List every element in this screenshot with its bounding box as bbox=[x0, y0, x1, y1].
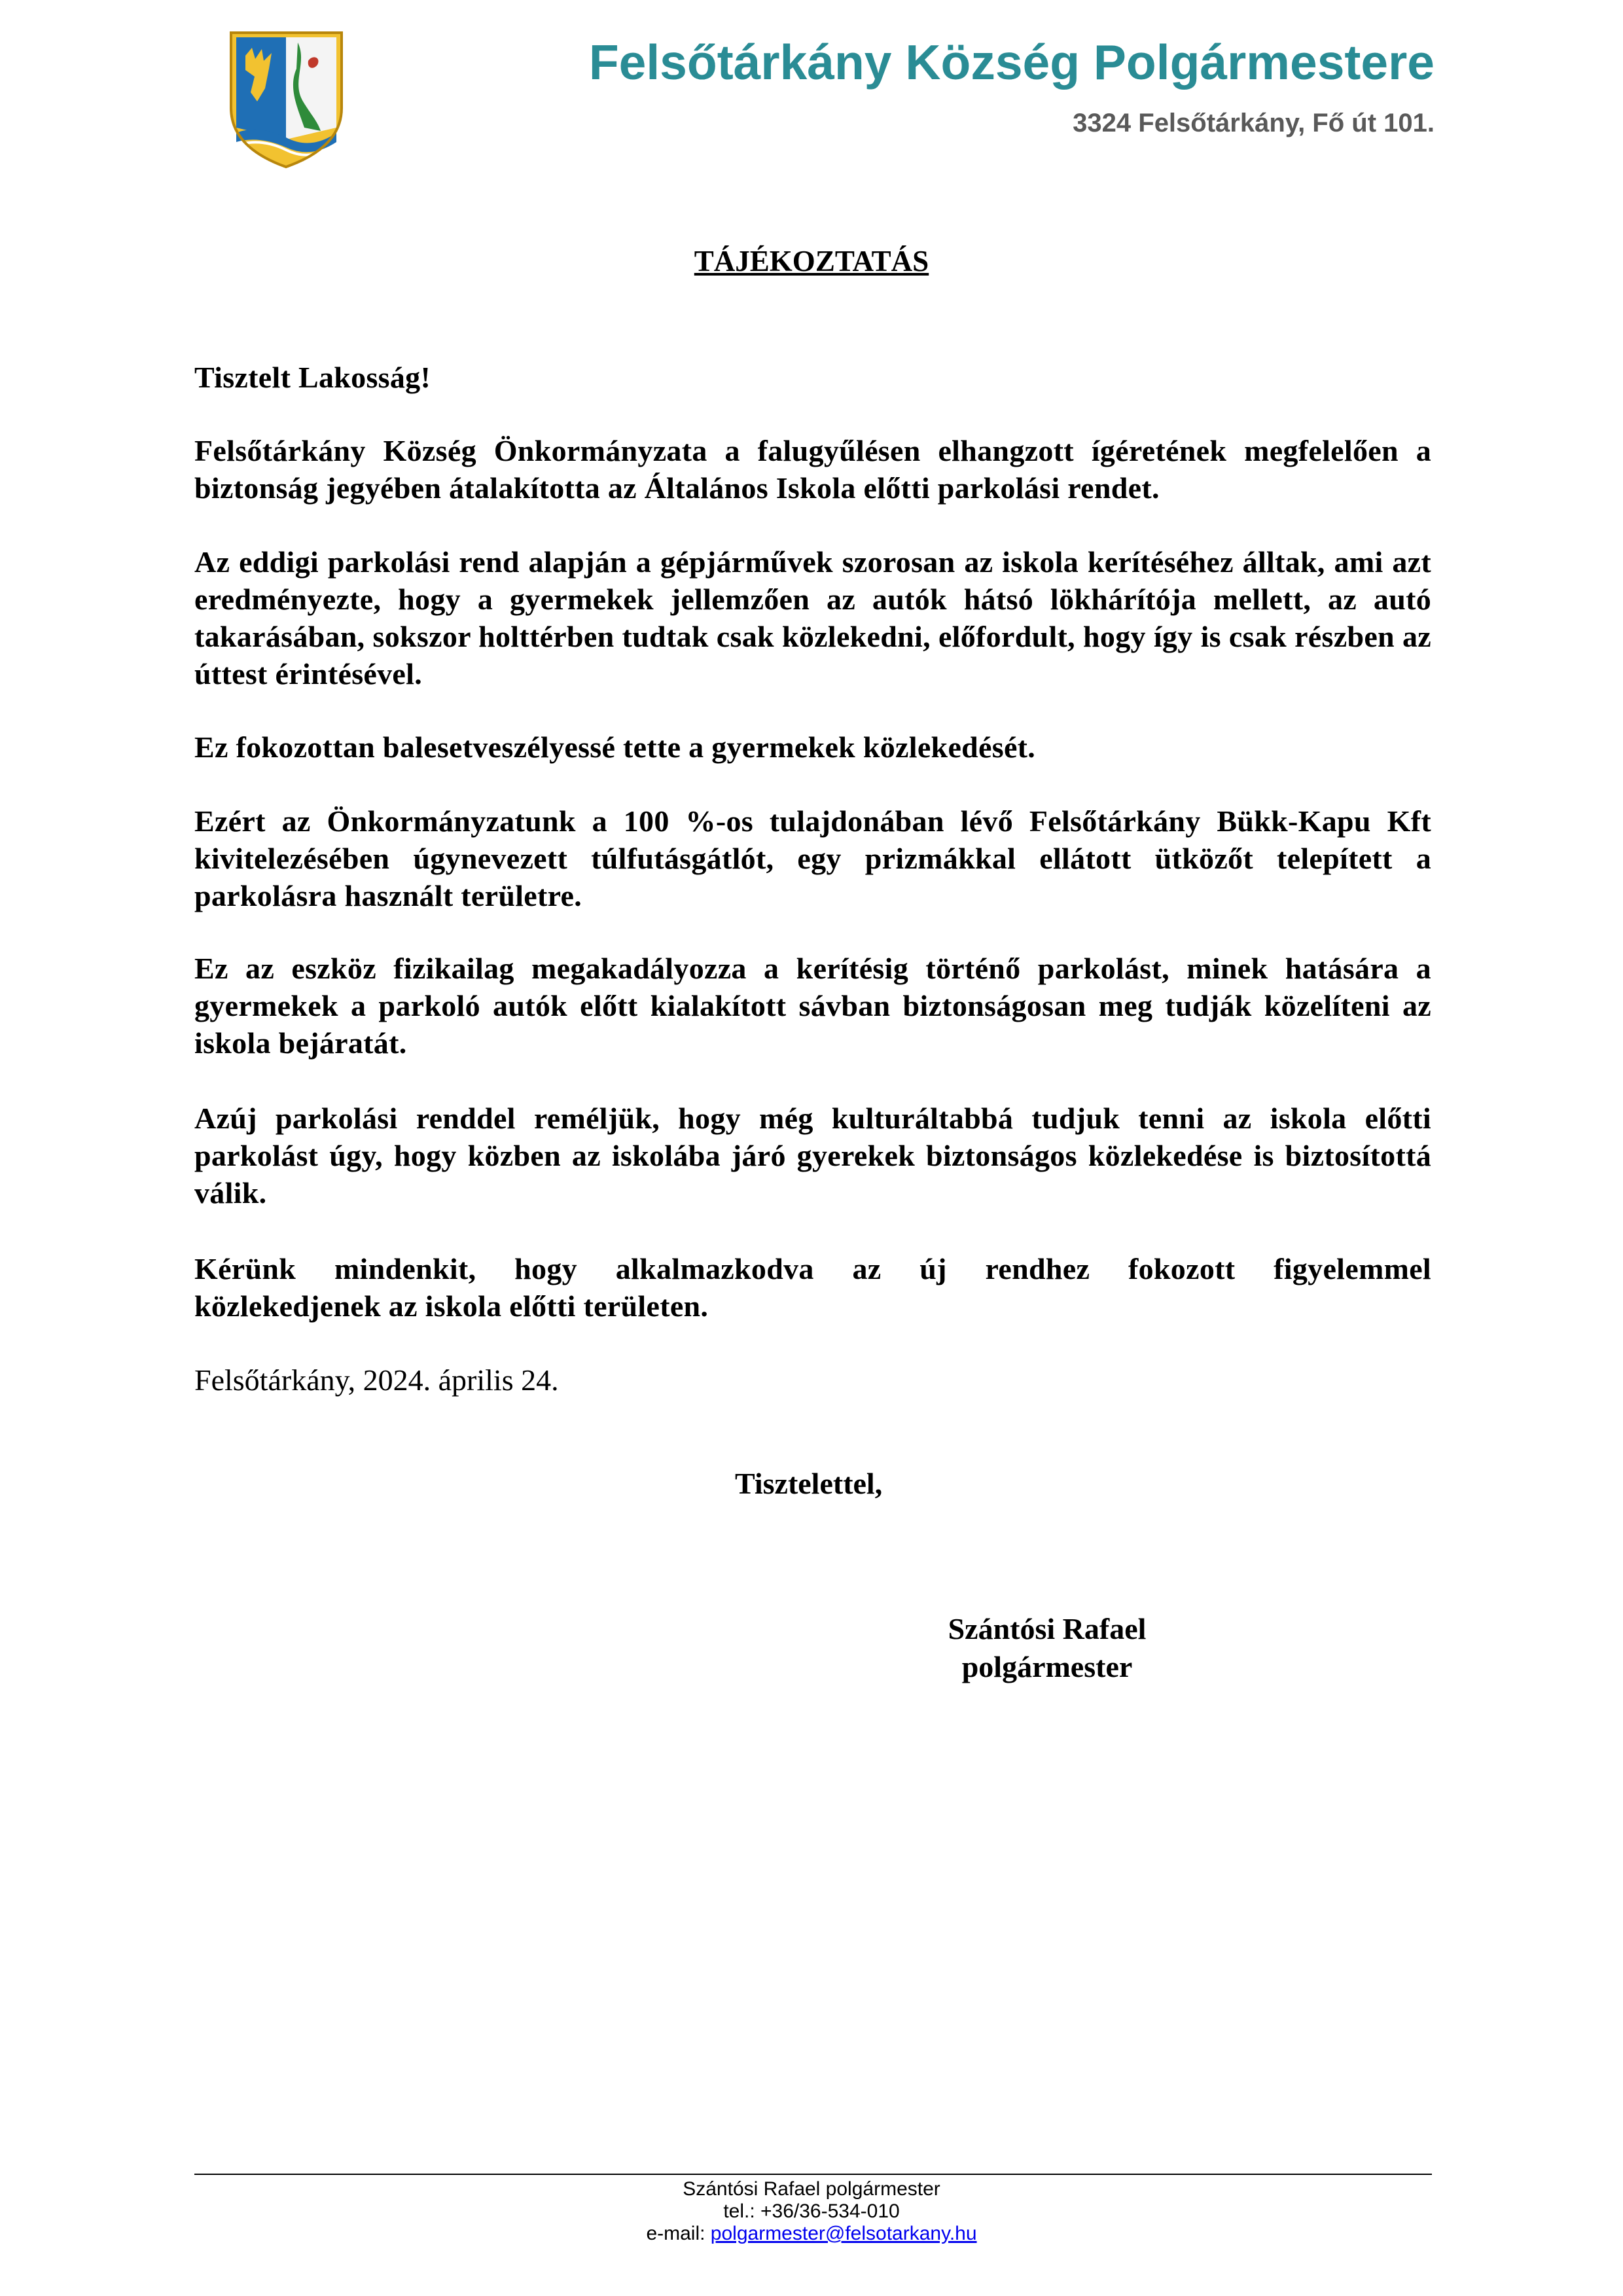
place-and-date: Felsőtárkány, 2024. április 24. bbox=[194, 1363, 559, 1397]
document-title: TÁJÉKOZTATÁS bbox=[694, 245, 929, 278]
footer-email-link[interactable]: polgarmester@felsotarkany.hu bbox=[710, 2223, 977, 2244]
paragraph-6: Azúj parkolási renddel reméljük, hogy még kulturáltabbá tudjuk tenni az iskola előtti parkolást úgy, hogy közben az iskolába járó gyerekek biztonságos közlekedése is biztosítottá válik. bbox=[194, 1102, 1431, 1210]
closing-salutation: Tisztelettel, bbox=[735, 1467, 883, 1500]
paragraph-2: Az eddigi parkolási rend alapján a gépjárművek szorosan az iskola kerítéséhez álltak, ami azt eredményezte, hogy a gyermekek jellemzően az autók hátsó lökhárítója mellett, az autó takarásában, sokszor holttérben tudtak csak közlekedni, előfordult, hogy így is csak részben az úttest érintésével. bbox=[194, 545, 1431, 691]
signer-name: Szántósi Rafael bbox=[948, 1612, 1147, 1645]
footer-divider bbox=[194, 2174, 1432, 2175]
signer-title: polgármester bbox=[961, 1650, 1133, 1683]
organization-address: 3324 Felsőtárkány, Fő út 101. bbox=[1073, 109, 1435, 137]
paragraph-7-line-2: közlekedjenek az iskola előtti területen. bbox=[194, 1289, 709, 1323]
footer-phone: tel.: +36/36-534-010 bbox=[723, 2200, 900, 2222]
coat-of-arms-logo bbox=[226, 29, 347, 170]
paragraph-7-line-1: Kérünk mindenkit, hogy alkalmazkodva az új rendhez fokozott figyelemmel bbox=[194, 1252, 1431, 1285]
greeting: Tisztelt Lakosság! bbox=[194, 361, 431, 394]
footer-email-label: e-mail: bbox=[646, 2223, 711, 2244]
footer-email-line bbox=[0, 2223, 1623, 2245]
organization-name: Felsőtárkány Község Polgármestere bbox=[588, 35, 1435, 90]
paragraph-1: Felsőtárkány Község Önkormányzata a falugyűlésen elhangzott ígéretének megfelelően a biztonság jegyében átalakította az Általános Iskola előtti parkolási rendet. bbox=[194, 434, 1431, 505]
footer-name: Szántósi Rafael polgármester bbox=[683, 2178, 940, 2200]
paragraph-5: Ez az eszköz fizikailag megakadályozza a kerítésig történő parkolást, minek hatására a gyermekek a parkoló autók előtt kialakított sávban biztonságosan meg tudják közelíteni az iskola bejáratát. bbox=[194, 952, 1431, 1060]
paragraph-3: Ez fokozottan balesetveszélyessé tette a gyermekek közlekedését. bbox=[194, 730, 1036, 764]
paragraph-4: Ezért az Önkormányzatunk a 100 %-os tulajdonában lévő Felsőtárkány Bükk-Kapu Kft kivitelezésében úgynevezett túlfutásgátlót, egy prizmákkal ellátott ütközőt telepített a parkolásra használt területre. bbox=[194, 804, 1431, 912]
